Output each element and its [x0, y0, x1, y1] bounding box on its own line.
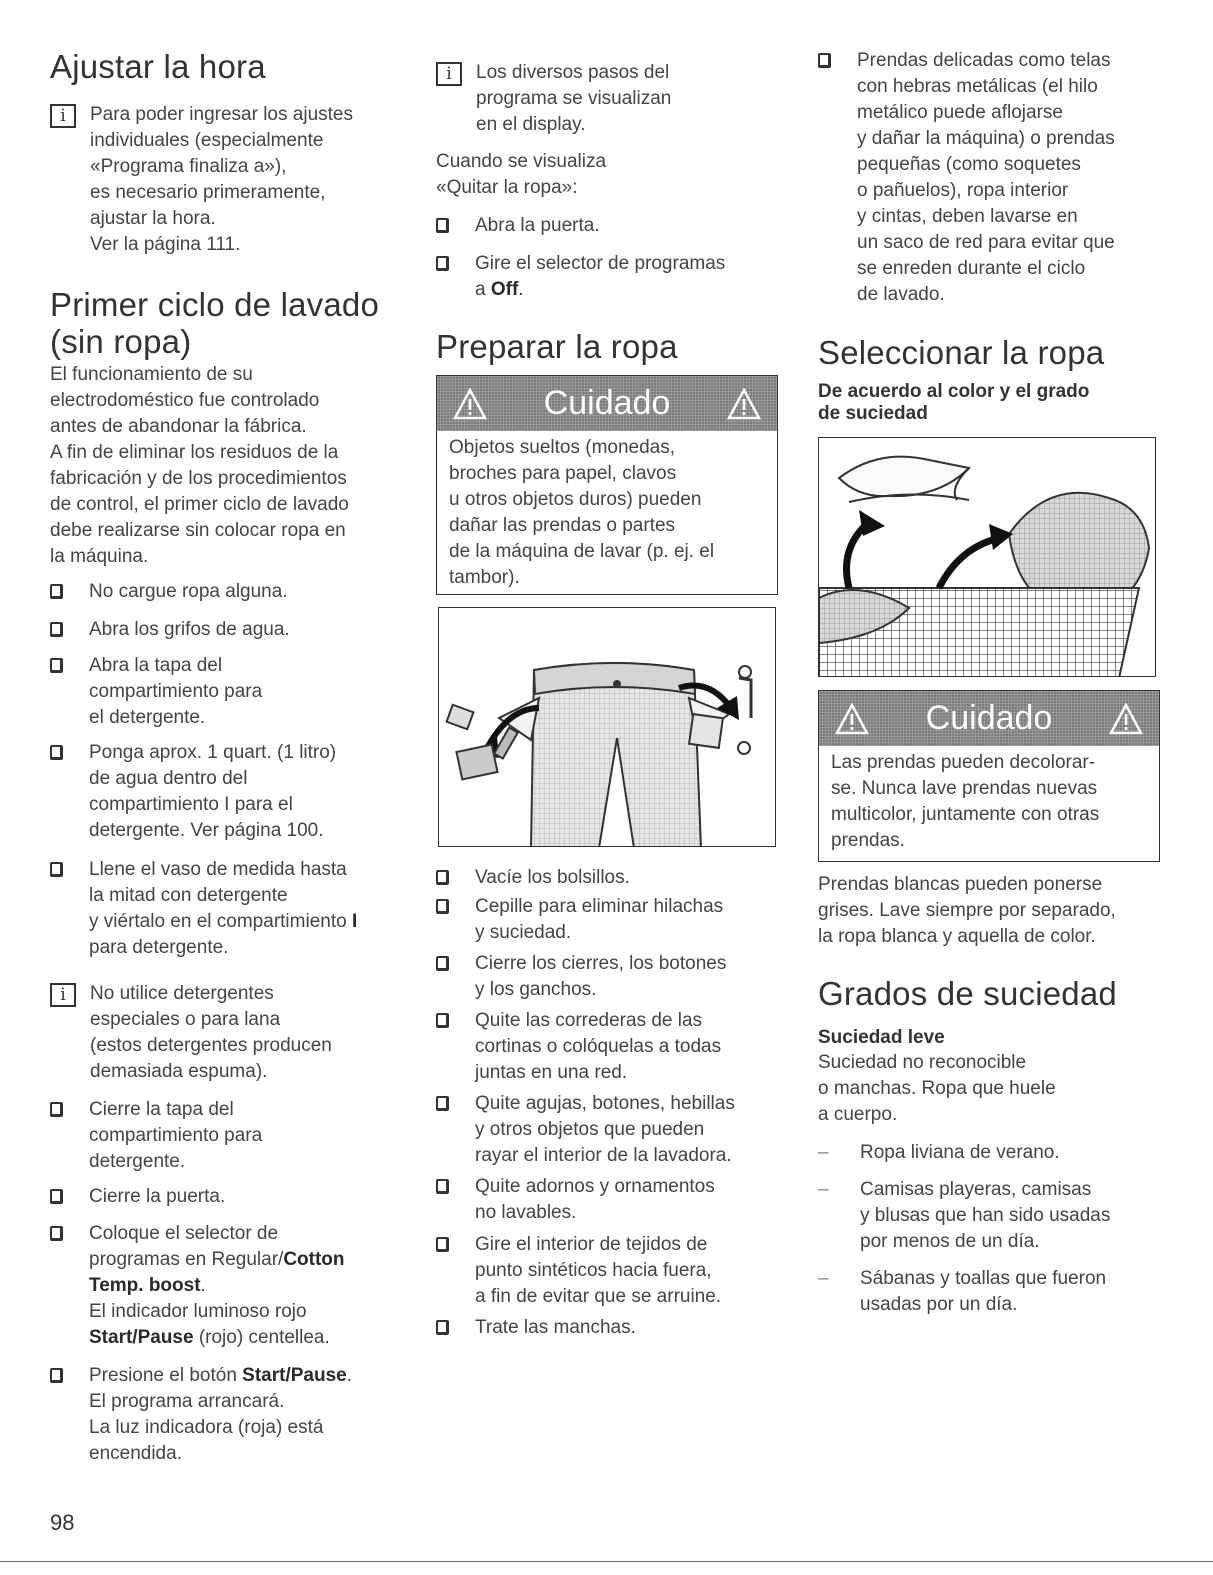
warning-icon	[727, 388, 761, 420]
info-icon: i	[50, 983, 76, 1007]
checkbox-icon	[436, 1096, 449, 1111]
text-line: De acuerdo al color y el grado	[818, 381, 1090, 402]
checkbox-icon	[436, 1013, 449, 1028]
leve-paragraph	[818, 1050, 1056, 1128]
text-line: de lavado.	[857, 284, 945, 305]
text-line: compartimiento para	[89, 681, 263, 702]
info-icon: i	[50, 104, 76, 128]
heading-seleccionar-ropa: Seleccionar la ropa	[818, 334, 1105, 371]
subheading-suciedad-leve: Suciedad leve	[818, 1027, 945, 1048]
text-line: tambor).	[449, 567, 520, 588]
illustration-empty-pockets	[438, 607, 776, 847]
text-line: La luz indicadora (roja) está	[89, 1417, 324, 1438]
text-line: no lavables.	[475, 1202, 577, 1223]
text-line: grises. Lave siempre por separado,	[818, 900, 1116, 921]
text-line: por menos de un día.	[860, 1231, 1040, 1252]
blancas-paragraph	[818, 872, 1163, 950]
text-line: Los diversos pasos del	[476, 62, 670, 83]
text-line: electrodoméstico fue controlado	[50, 390, 320, 411]
text-line: debe realizarse sin colocar ropa en	[50, 520, 346, 541]
text-line: Temp. boost.	[89, 1275, 206, 1296]
caution-text	[437, 431, 777, 595]
checkbox-icon	[50, 745, 63, 760]
heading-line: Primer ciclo de lavado	[50, 286, 380, 323]
dash-item	[818, 1177, 1110, 1255]
checkbox-icon	[436, 1320, 449, 1335]
text-line: Gire el interior de tejidos de	[475, 1234, 708, 1255]
heading-line: (sin ropa)	[50, 323, 192, 360]
text-line: El programa arrancará.	[89, 1391, 285, 1412]
text-line: fabricación y de los procedimientos	[50, 468, 347, 489]
caution-label: Cuidado	[925, 699, 1053, 737]
text-line: multicolor, juntamente con otras	[831, 804, 1100, 825]
checkbox-icon	[436, 899, 449, 914]
item-text: Ropa liviana de verano.	[860, 1142, 1060, 1163]
checkbox-icon	[50, 1226, 63, 1241]
text-line: encendida.	[89, 1443, 182, 1464]
text-line: la máquina.	[50, 546, 149, 567]
text-line: de la máquina de lavar (p. ej. el	[449, 541, 715, 562]
text-line: usadas por un día.	[860, 1294, 1018, 1315]
text-line: y suciedad.	[475, 922, 572, 943]
warning-icon	[453, 388, 487, 420]
checkbox-icon	[436, 870, 449, 885]
text-line: A fin de eliminar los residuos de la	[50, 442, 339, 463]
text-line: cortinas o colóquelas a todas	[475, 1036, 722, 1057]
caution-band	[437, 376, 777, 431]
text-line: broches para papel, clavos	[449, 463, 677, 484]
text-line: rayar el interior de la lavadora.	[475, 1145, 732, 1166]
checklist-item	[50, 740, 336, 844]
caution-band	[819, 691, 1159, 746]
text-line: Cierre los cierres, los botones	[475, 953, 727, 974]
caution-text	[819, 746, 1159, 858]
text-line: la mitad con detergente	[89, 885, 288, 906]
warning-icon	[1109, 703, 1143, 735]
checkbox-icon	[50, 658, 63, 673]
heading-primer-ciclo	[50, 286, 379, 360]
text-line: Camisas playeras, camisas	[860, 1179, 1092, 1200]
checklist-item	[50, 1097, 262, 1175]
text-line: metálico puede aflojarse	[857, 102, 1063, 123]
text-line: dañar las prendas o partes	[449, 515, 676, 536]
text-line: o manchas. Ropa que huele	[818, 1078, 1056, 1099]
text-line: un saco de red para evitar que	[857, 232, 1115, 253]
checklist-item	[436, 951, 726, 1003]
text-line: Cierre la tapa del	[89, 1099, 234, 1120]
text-line: Coloque el selector de	[89, 1223, 279, 1244]
checklist-item	[436, 894, 723, 946]
text-line: antes de abandonar la fábrica.	[50, 416, 307, 437]
caution-label: Cuidado	[543, 384, 671, 422]
text-line: el detergente.	[89, 707, 206, 728]
text-line: prendas.	[831, 830, 905, 851]
text-line: compartimiento I para el	[89, 794, 293, 815]
text-line: «Programa finaliza a»),	[90, 156, 287, 177]
text-line: a fin de evitar que se arruine.	[475, 1286, 722, 1307]
text-line: El funcionamiento de su	[50, 364, 253, 385]
checkbox-icon	[50, 584, 63, 599]
checklist-item	[436, 251, 725, 303]
text-line: Cepille para eliminar hilachas	[475, 896, 724, 917]
text-line: y otros objetos que pueden	[475, 1119, 705, 1140]
item-text: Trate las manchas.	[475, 1317, 636, 1338]
text-line: en el display.	[476, 114, 586, 135]
dash-bullet: –	[818, 1268, 829, 1289]
text-line: Cuando se visualiza	[436, 151, 607, 172]
text-line: con hebras metálicas (el hilo	[857, 76, 1098, 97]
checklist-item	[436, 1091, 735, 1169]
text-line: es necesario primeramente,	[90, 182, 326, 203]
item-text: Cierre la puerta.	[89, 1186, 226, 1207]
text-line: Gire el selector de programas	[475, 253, 726, 274]
checklist-item	[436, 1008, 721, 1086]
text-line: individuales (especialmente	[90, 130, 324, 151]
checklist-item	[50, 1363, 352, 1467]
checklist-item	[50, 579, 288, 605]
warning-icon	[835, 703, 869, 735]
text-line: «Quitar la ropa»:	[436, 177, 578, 198]
cuando-paragraph	[436, 149, 606, 201]
text-line: Start/Pause (rojo) centellea.	[89, 1327, 330, 1348]
text-line: detergente.	[89, 1151, 186, 1172]
item-text: Vacíe los bolsillos.	[475, 867, 630, 888]
text-line: punto sintéticos hacia fuera,	[475, 1260, 712, 1281]
text-line: (estos detergentes producen	[90, 1035, 332, 1056]
checkbox-icon	[436, 1237, 449, 1252]
trousers-illustration	[439, 608, 776, 847]
heading-grados-suciedad: Grados de suciedad	[818, 975, 1117, 1012]
illustration-sort-laundry	[818, 437, 1156, 677]
caution-box-decolorar	[818, 690, 1160, 862]
checkbox-icon	[436, 256, 449, 271]
checkbox-icon	[436, 1179, 449, 1194]
text-line: y dañar la máquina) o prendas	[857, 128, 1115, 149]
checklist-item	[436, 1315, 636, 1341]
text-line: a cuerpo.	[818, 1104, 898, 1125]
item-text: Abra la puerta.	[475, 215, 600, 236]
text-line: u otros objetos duros) pueden	[449, 489, 702, 510]
text-line: para detergente.	[89, 937, 229, 958]
dash-item	[818, 1266, 1106, 1318]
dash-item	[818, 1140, 1060, 1166]
text-line: o pañuelos), ropa interior	[857, 180, 1069, 201]
text-line: juntas en una red.	[475, 1062, 628, 1083]
text-line: a Off.	[475, 279, 524, 300]
info-note-pasos	[436, 60, 671, 138]
text-line: pequeñas (como soquetes	[857, 154, 1081, 175]
text-line: El indicador luminoso rojo	[89, 1301, 307, 1322]
text-line: programa se visualizan	[476, 88, 672, 109]
text-line: Objetos sueltos (monedas,	[449, 437, 676, 458]
text-line: de control, el primer ciclo de lavado	[50, 494, 349, 515]
intro-paragraph	[50, 362, 400, 570]
caution-box-objetos	[436, 375, 778, 595]
checklist-item	[818, 48, 1115, 308]
text-line: especiales o para lana	[90, 1009, 281, 1030]
text-line: Sábanas y toallas que fueron	[860, 1268, 1107, 1289]
text-line: programas en Regular/Cotton	[89, 1249, 345, 1270]
checkbox-icon	[50, 622, 63, 637]
text-line: No utilice detergentes	[90, 983, 274, 1004]
checklist-item	[436, 865, 630, 891]
text-line: Prendas delicadas como telas	[857, 50, 1111, 71]
checkbox-icon	[436, 956, 449, 971]
text-line: Para poder ingresar los ajustes	[90, 104, 353, 125]
checklist-item	[436, 213, 600, 239]
page-number: 98	[50, 1510, 75, 1535]
text-line: ajustar la hora.	[90, 208, 216, 229]
text-line: Ponga aprox. 1 quart. (1 litro)	[89, 742, 337, 763]
text-line: Presione el botón Start/Pause.	[89, 1365, 352, 1386]
text-line: detergente. Ver página 100.	[89, 820, 324, 841]
heading-preparar-ropa: Preparar la ropa	[436, 328, 678, 365]
text-line: de suciedad	[818, 403, 928, 424]
text-line: Quite agujas, botones, hebillas	[475, 1093, 735, 1114]
text-line: Abra la tapa del	[89, 655, 223, 676]
subheading-color	[818, 381, 1089, 425]
info-note-hora	[50, 102, 395, 258]
text-line: la ropa blanca y aquella de color.	[818, 926, 1096, 947]
checklist-item	[50, 617, 290, 643]
checklist-item	[50, 857, 357, 961]
text-line: Prendas blancas pueden ponerse	[818, 874, 1103, 895]
text-line: Suciedad no reconocible	[818, 1052, 1027, 1073]
item-text: Abra los grifos de agua.	[89, 619, 290, 640]
text-line: demasiada espuma).	[90, 1061, 268, 1082]
checklist-item	[50, 1221, 345, 1351]
checkbox-icon	[50, 1368, 63, 1383]
checklist-item	[50, 1184, 225, 1210]
text-line: y cintas, deben lavarse en	[857, 206, 1078, 227]
info-icon: i	[436, 62, 462, 86]
text-line: compartimiento para	[89, 1125, 263, 1146]
dash-bullet: –	[818, 1142, 829, 1163]
checkbox-icon	[50, 862, 63, 877]
text-line: se. Nunca lave prendas nuevas	[831, 778, 1098, 799]
text-line: Las prendas pueden decolorar-	[831, 752, 1096, 773]
checklist-item	[436, 1174, 715, 1226]
text-line: Ver la página 111.	[90, 234, 241, 255]
text-line: Quite adornos y ornamentos	[475, 1176, 715, 1197]
dash-bullet: –	[818, 1179, 829, 1200]
laundry-basket-illustration	[819, 438, 1156, 677]
text-line: y viértalo en el compartimiento I	[89, 911, 358, 932]
checkbox-icon	[50, 1102, 63, 1117]
checkbox-icon	[436, 218, 449, 233]
compartment-mark: I	[351, 911, 358, 932]
text-line: de agua dentro del	[89, 768, 248, 789]
heading-ajustar-hora: Ajustar la hora	[50, 48, 266, 85]
checklist-item	[50, 653, 262, 731]
checkbox-icon	[50, 1189, 63, 1204]
footer-rule	[0, 1561, 1213, 1562]
text-line: se enreden durante el ciclo	[857, 258, 1086, 279]
text-line: Llene el vaso de medida hasta	[89, 859, 347, 880]
text-line: y blusas que han sido usadas	[860, 1205, 1111, 1226]
text-line: Quite las correderas de las	[475, 1010, 703, 1031]
info-note-detergente	[50, 981, 332, 1085]
item-text: No cargue ropa alguna.	[89, 581, 288, 602]
checkbox-icon	[818, 53, 831, 68]
checklist-item	[436, 1232, 721, 1310]
text-line: y los ganchos.	[475, 979, 597, 1000]
